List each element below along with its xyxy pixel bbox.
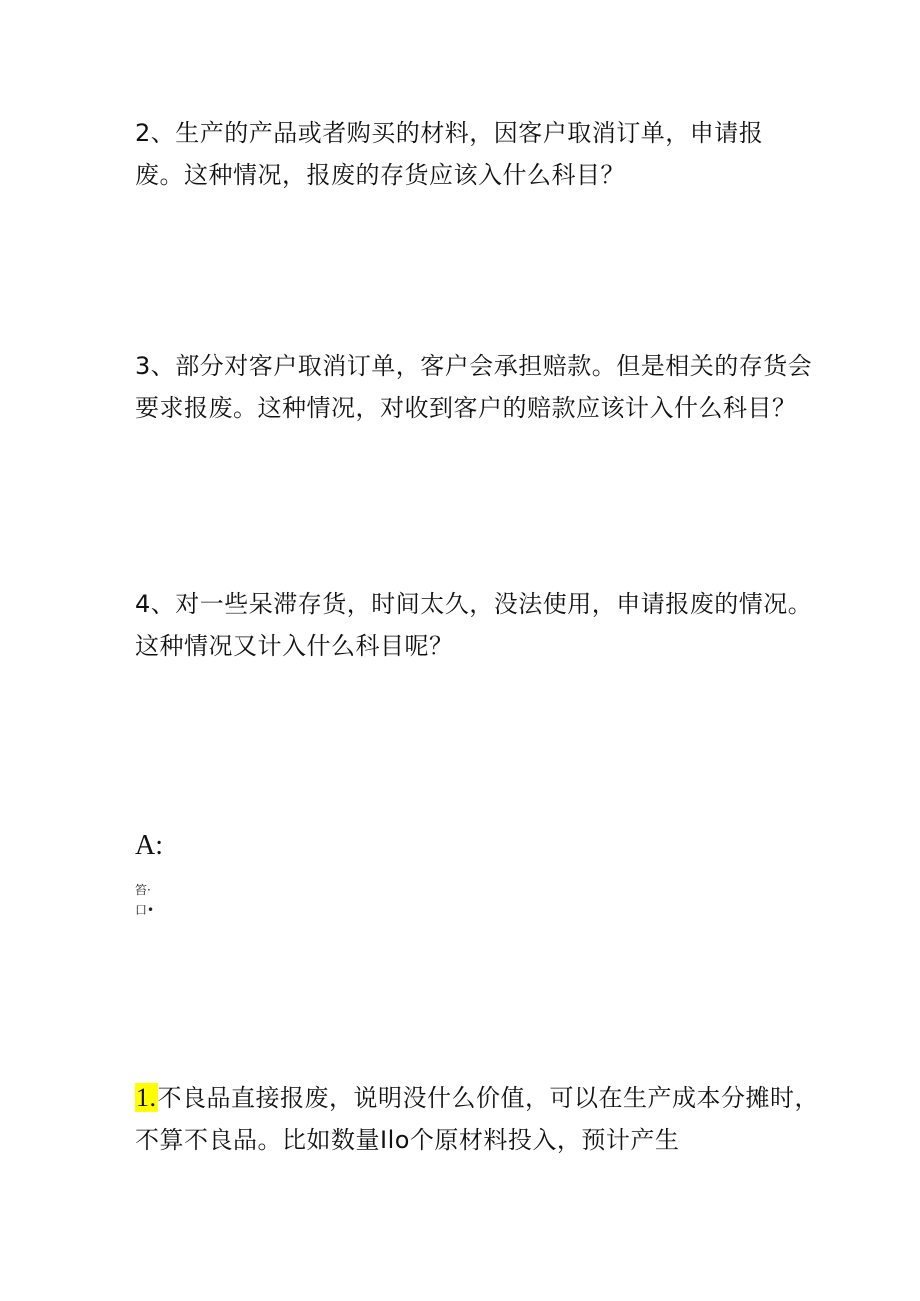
answer-label (135, 880, 154, 920)
question-4 (135, 583, 812, 667)
question-2 (135, 112, 763, 196)
question-4-line-2: 这种情况又计入什么科目呢？ (135, 632, 454, 660)
question-3-line-1: 3、部分对客户取消订单，客户会承担赔款。但是相关的存货会 (135, 352, 813, 380)
answer-1 (135, 1077, 819, 1161)
answer-heading: A: (135, 830, 163, 861)
question-3 (135, 345, 812, 429)
answer-1-number-highlight: 1. (136, 1083, 157, 1112)
answer-label-line-1: 笞· (135, 883, 151, 897)
answer-1-line-1-text: 不良品直接报废，说明没什么价值，可以在生产成本分摊时， (157, 1084, 819, 1112)
question-2-line-1: 2、生产的产品或者购买的材料，因客户取消订单，申请报 (135, 119, 764, 147)
answer-label-line-2: 口• (135, 903, 155, 917)
question-3-line-2: 要求报废。这种情况，对收到客户的赔款应该计入什么科目？ (135, 394, 797, 422)
answer-1-line-2: 不算不良品。比如数量Ilo个原材料投入，预计产生 (135, 1126, 680, 1154)
question-4-line-1: 4、对一些呆滞存货，时间太久，没法使用，申请报废的情况。 (135, 590, 813, 618)
answer-1-line-1 (135, 1077, 819, 1119)
question-2-line-2: 废。这种情况，报废的存货应该入什么科目？ (135, 161, 625, 189)
